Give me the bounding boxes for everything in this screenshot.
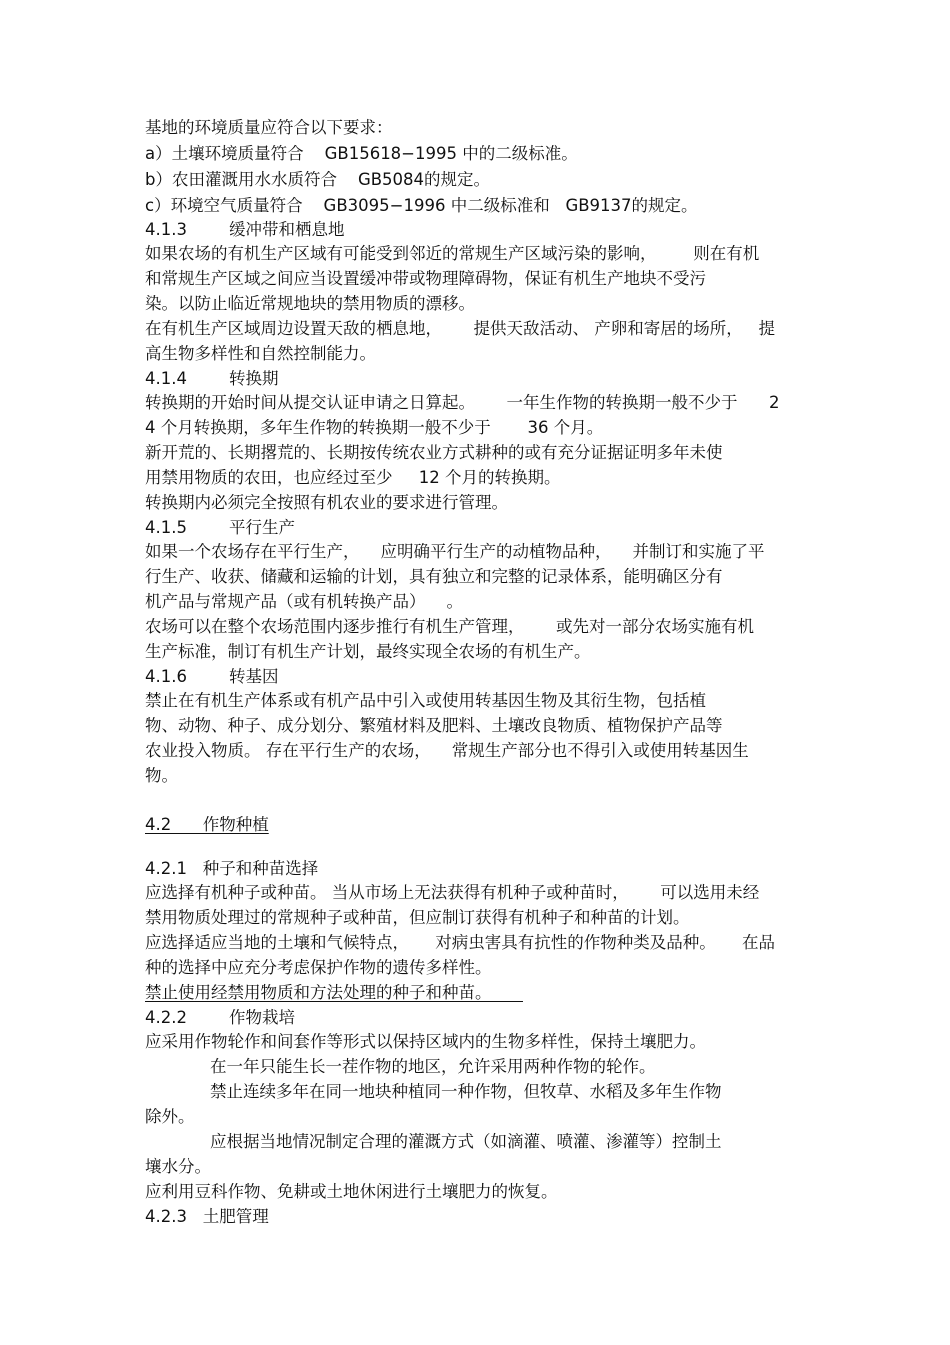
paragraph-line: 用禁用物质的农田，也应经过至少 12 个月的转换期。 xyxy=(145,468,561,487)
paragraph-line: 应利用豆科作物、免耕或土地休闲进行土壤肥力的恢复。 xyxy=(145,1182,558,1201)
underlined-paragraph-line: 禁止使用经禁用物质和方法处理的种子和种苗。 xyxy=(145,983,523,1002)
paragraph-line: 物。 xyxy=(145,766,178,785)
paragraph-line: 染。以防止临近常规地块的禁用物质的漂移。 xyxy=(145,294,475,313)
paragraph-line: 高生物多样性和自然控制能力。 xyxy=(145,344,376,363)
section-heading-4-2: 4.2 作物种植 xyxy=(145,815,269,834)
paragraph-line: 和常规生产区域之间应当设置缓冲带或物理障碍物，保证有机生产地块不受污 xyxy=(145,269,706,288)
list-item-a: a）土壤环境质量符合 GB15618−1995 中的二级标准。 xyxy=(145,144,578,163)
paragraph-line: 应采用作物轮作和间套作等形式以保持区域内的生物多样性，保持土壤肥力。 xyxy=(145,1032,706,1051)
section-heading: 4.2.3 土肥管理 xyxy=(145,1207,269,1226)
paragraph-line: 转换期的开始时间从提交认证申请之日算起。 一年生作物的转换期一般不少于 2 xyxy=(145,393,780,412)
paragraph-line: 生产标准，制订有机生产计划，最终实现全农场的有机生产。 xyxy=(145,642,591,661)
indented-paragraph-line: 在一年只能生长一茬作物的地区，允许采用两种作物的轮作。 xyxy=(210,1057,656,1076)
paragraph-line: 应选择有机种子或种苗。 当从市场上无法获得有机种子或种苗时， 可以选用未经 xyxy=(145,883,760,902)
paragraph-line: 如果一个农场存在平行生产， 应明确平行生产的动植物品种， 并制订和实施了平 xyxy=(145,542,765,561)
section-heading: 4.2.2 作物栽培 xyxy=(145,1008,295,1027)
paragraph-line: 基地的环境质量应符合以下要求： xyxy=(145,118,393,137)
paragraph-line: 除外。 xyxy=(145,1107,195,1126)
paragraph-line: 农场可以在整个农场范围内逐步推行有机生产管理， 或先对一部分农场实施有机 xyxy=(145,617,754,636)
paragraph-line: 行生产、收获、储藏和运输的计划，具有独立和完整的记录体系，能明确区分有 xyxy=(145,567,723,586)
paragraph-line: 机产品与常规产品（或有机转换产品） 。 xyxy=(145,592,463,611)
paragraph-line: 物、动物、种子、成分划分、繁殖材料及肥料、土壤改良物质、植物保护产品等 xyxy=(145,716,723,735)
list-item-c: c）环境空气质量符合 GB3095−1996 中二级标准和 GB9137的规定。 xyxy=(145,196,698,215)
section-heading: 4.1.5 平行生产 xyxy=(145,518,295,537)
paragraph-line: 种的选择中应充分考虑保护作物的遗传多样性。 xyxy=(145,958,492,977)
paragraph-line: 如果农场的有机生产区域有可能受到邻近的常规生产区域污染的影响， 则在有机 xyxy=(145,244,760,263)
indented-paragraph-line: 禁止连续多年在同一地块种植同一种作物，但牧草、水稻及多年生作物 xyxy=(210,1082,722,1101)
section-heading: 4.2.1 种子和种苗选择 xyxy=(145,859,319,878)
paragraph-line: 转换期内必须完全按照有机农业的要求进行管理。 xyxy=(145,493,508,512)
section-heading: 4.1.6 转基因 xyxy=(145,667,279,686)
paragraph-line: 新开荒的、长期撂荒的、长期按传统农业方式耕种的或有充分证据证明多年未使 xyxy=(145,443,723,462)
paragraph-line: 4 个月转换期，多年生作物的转换期一般不少于 36 个月。 xyxy=(145,418,604,437)
section-heading: 4.1.3 缓冲带和栖息地 xyxy=(145,220,345,239)
paragraph-line: 农业投入物质。 存在平行生产的农场， 常规生产部分也不得引入或使用转基因生 xyxy=(145,741,749,760)
paragraph-line: 应选择适应当地的土壤和气候特点， 对病虫害具有抗性的作物种类及品种。 在品 xyxy=(145,933,775,952)
paragraph-line: 禁用物质处理过的常规种子或种苗，但应制订获得有机种子和种苗的计划。 xyxy=(145,908,690,927)
list-item-b: b）农田灌溉用水水质符合 GB5084的规定。 xyxy=(145,170,491,189)
indented-paragraph-line: 应根据当地情况制定合理的灌溉方式（如滴灌、喷灌、渗灌等）控制土 xyxy=(210,1132,722,1151)
section-heading: 4.1.4 转换期 xyxy=(145,369,279,388)
paragraph-line: 在有机生产区域周边设置天敌的栖息地， 提供天敌活动、 产卵和寄居的场所， 提 xyxy=(145,319,775,338)
paragraph-line: 禁止在有机生产体系或有机产品中引入或使用转基因生物及其衍生物，包括植 xyxy=(145,691,706,710)
paragraph-line: 壤水分。 xyxy=(145,1157,211,1176)
